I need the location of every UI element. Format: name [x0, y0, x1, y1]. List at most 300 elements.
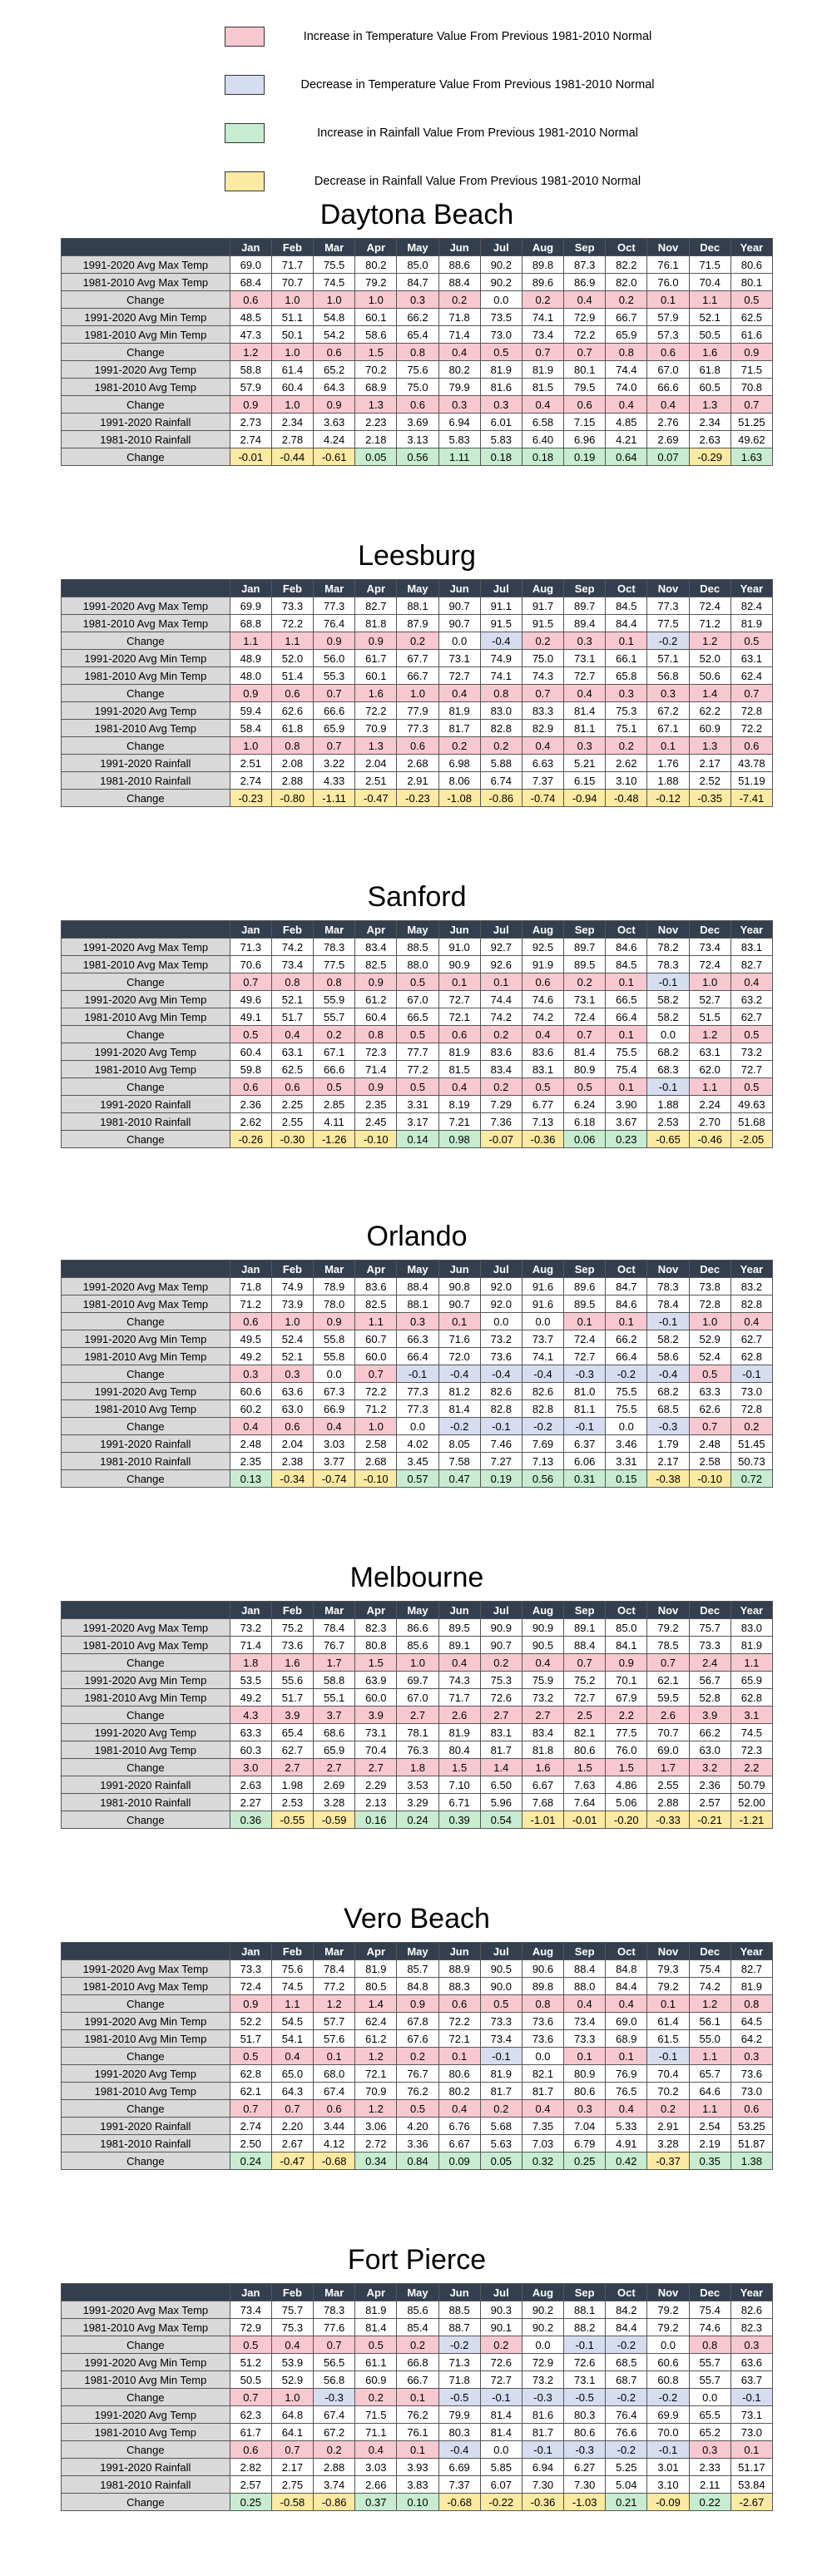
- row-label: 1991-2020 Avg Max Temp: [62, 939, 230, 956]
- table-cell: 66.6: [314, 1061, 355, 1078]
- row-label: Change: [62, 2441, 230, 2459]
- table-cell: 43.78: [730, 755, 772, 772]
- table-cell: 2.13: [355, 1794, 397, 1811]
- change-row: [62, 1418, 773, 1435]
- table-cell: 1.6: [271, 1654, 313, 1672]
- table-cell: 3.90: [606, 1096, 647, 1113]
- row-label: 1981-2010 Rainfall: [62, 772, 230, 790]
- table-cell: 82.8: [522, 1400, 563, 1418]
- table-cell: -0.68: [314, 2152, 355, 2170]
- column-header: Aug: [522, 1261, 563, 1278]
- table-cell: 1.0: [397, 685, 438, 702]
- table-cell: 1.0: [355, 1418, 397, 1435]
- column-header: Apr: [355, 239, 397, 256]
- table-cell: 2.33: [689, 2459, 730, 2476]
- table-cell: 7.15: [564, 414, 606, 431]
- column-header: Aug: [522, 921, 563, 939]
- table-cell: 75.5: [606, 1043, 647, 1061]
- row-label: Change: [62, 1470, 230, 1488]
- climate-table: [61, 1942, 773, 2170]
- table-cell: 71.5: [689, 256, 730, 274]
- table-cell: 0.8: [271, 973, 313, 991]
- table-cell: 67.9: [606, 1689, 647, 1707]
- table-cell: 90.9: [438, 956, 480, 973]
- table-row: [62, 2118, 773, 2135]
- city-section: [61, 1554, 773, 1829]
- table-cell: 0.8: [397, 344, 438, 361]
- table-cell: 81.7: [480, 1741, 522, 1759]
- row-label: Change: [62, 790, 230, 807]
- row-label: Change: [62, 291, 230, 309]
- table-cell: 85.7: [397, 1960, 438, 1978]
- table-cell: 6.18: [564, 1113, 606, 1131]
- table-cell: 0.9: [606, 1654, 647, 1672]
- table-cell: 1.2: [689, 632, 730, 650]
- table-cell: 71.4: [438, 326, 480, 344]
- table-cell: 78.4: [314, 1960, 355, 1978]
- table-cell: 66.2: [689, 1724, 730, 1741]
- table-cell: 0.9: [314, 632, 355, 650]
- table-cell: 0.0: [480, 291, 522, 309]
- table-cell: 77.9: [397, 702, 438, 720]
- table-cell: 90.9: [480, 1619, 522, 1637]
- table-row: [62, 2354, 773, 2371]
- column-header: Feb: [271, 239, 313, 256]
- row-label: Change: [62, 2100, 230, 2118]
- climate-table: [61, 579, 773, 807]
- table-cell: 0.1: [647, 1995, 689, 2013]
- climate-table: [61, 1601, 773, 1829]
- table-cell: 75.2: [564, 1672, 606, 1689]
- table-cell: 7.21: [438, 1113, 480, 1131]
- table-cell: -0.2: [647, 632, 689, 650]
- table-cell: 78.0: [314, 1295, 355, 1313]
- table-cell: 2.88: [647, 1794, 689, 1811]
- row-label: Change: [62, 2389, 230, 2406]
- table-cell: 0.3: [730, 2048, 772, 2065]
- table-cell: 71.2: [230, 1295, 271, 1313]
- column-header: May: [397, 2284, 438, 2301]
- table-cell: 1.3: [355, 737, 397, 755]
- table-cell: 74.6: [522, 991, 563, 1008]
- table-cell: 0.7: [271, 2441, 313, 2459]
- table-cell: 0.8: [689, 2336, 730, 2354]
- table-cell: 82.8: [480, 1400, 522, 1418]
- table-cell: 73.1: [355, 1724, 397, 1741]
- table-cell: 1.6: [355, 685, 397, 702]
- table-cell: 2.38: [271, 1453, 313, 1470]
- table-cell: 0.2: [730, 1418, 772, 1435]
- legend-label: Increase in Temperature Value From Previous 1981-2010 Normal: [303, 30, 652, 43]
- table-cell: 52.4: [271, 1330, 313, 1348]
- table-cell: 80.9: [564, 1061, 606, 1078]
- table-cell: 0.4: [438, 1078, 480, 1096]
- table-cell: 92.7: [480, 939, 522, 956]
- table-cell: 89.5: [438, 1619, 480, 1637]
- table-cell: 1.1: [689, 291, 730, 309]
- table-cell: 0.6: [647, 344, 689, 361]
- table-cell: 51.7: [271, 1008, 313, 1026]
- table-cell: 81.4: [480, 2424, 522, 2441]
- table-cell: 2.08: [271, 755, 313, 772]
- table-cell: 65.9: [730, 1672, 772, 1689]
- table-cell: 66.2: [397, 309, 438, 326]
- table-row: [62, 309, 773, 326]
- table-cell: 0.24: [397, 1811, 438, 1829]
- table-cell: 0.5: [689, 1365, 730, 1383]
- table-cell: 78.4: [314, 1619, 355, 1637]
- table-cell: 8.06: [438, 772, 480, 790]
- table-cell: 0.7: [314, 685, 355, 702]
- table-cell: 80.5: [355, 1978, 397, 1995]
- table-cell: 0.1: [314, 2048, 355, 2065]
- table-cell: 0.09: [438, 2152, 480, 2170]
- table-cell: 77.3: [314, 597, 355, 615]
- table-cell: 75.5: [606, 1400, 647, 1418]
- table-cell: 5.63: [480, 2135, 522, 2152]
- table-cell: 51.19: [730, 772, 772, 790]
- table-cell: 48.5: [230, 309, 271, 326]
- table-cell: -0.2: [606, 2389, 647, 2406]
- table-cell: 63.0: [689, 1741, 730, 1759]
- table-cell: 74.0: [606, 379, 647, 396]
- legend-label: Decrease in Temperature Value From Previous 1981-2010 Normal: [300, 78, 655, 92]
- table-cell: 59.4: [230, 702, 271, 720]
- table-cell: 70.4: [355, 1741, 397, 1759]
- table-cell: 57.6: [314, 2030, 355, 2048]
- row-label: 1991-2020 Rainfall: [62, 2459, 230, 2476]
- table-cell: 75.3: [271, 2319, 313, 2336]
- table-cell: 87.9: [397, 615, 438, 632]
- table-cell: 5.33: [606, 2118, 647, 2135]
- table-cell: 4.86: [606, 1776, 647, 1794]
- table-cell: 79.5: [564, 379, 606, 396]
- table-cell: -0.1: [480, 1418, 522, 1435]
- table-cell: 1.5: [606, 1759, 647, 1776]
- table-cell: 73.3: [564, 2030, 606, 2048]
- column-header: Year: [730, 2284, 772, 2301]
- table-cell: 88.0: [397, 956, 438, 973]
- table-cell: 7.30: [522, 2476, 563, 2494]
- row-label: 1991-2020 Avg Max Temp: [62, 1960, 230, 1978]
- table-row: [62, 1096, 773, 1113]
- table-cell: 0.2: [397, 632, 438, 650]
- column-header: Jan: [230, 580, 271, 597]
- table-cell: 1.3: [689, 737, 730, 755]
- city-title: Sanford: [367, 881, 467, 913]
- table-cell: 73.8: [689, 1278, 730, 1295]
- table-cell: 88.4: [564, 1960, 606, 1978]
- table-cell: 2.53: [271, 1794, 313, 1811]
- table-cell: 65.9: [606, 326, 647, 344]
- table-cell: 75.9: [522, 1672, 563, 1689]
- table-cell: 58.8: [230, 361, 271, 379]
- table-cell: 7.37: [522, 772, 563, 790]
- table-cell: 70.2: [647, 2083, 689, 2100]
- table-cell: 89.8: [522, 1978, 563, 1995]
- table-cell: -0.4: [647, 1365, 689, 1383]
- table-cell: 66.1: [606, 650, 647, 667]
- table-cell: 2.62: [606, 755, 647, 772]
- table-cell: 1.5: [438, 1759, 480, 1776]
- table-cell: 0.6: [397, 737, 438, 755]
- table-cell: 2.55: [271, 1113, 313, 1131]
- table-cell: 77.6: [314, 2319, 355, 2336]
- table-cell: 76.7: [314, 1637, 355, 1654]
- table-cell: 81.6: [480, 379, 522, 396]
- table-cell: 70.7: [271, 274, 313, 291]
- table-row: [62, 1008, 773, 1026]
- table-cell: 3.10: [606, 772, 647, 790]
- table-cell: 85.0: [397, 256, 438, 274]
- table-cell: 91.9: [522, 956, 563, 973]
- table-cell: 72.1: [438, 1008, 480, 1026]
- table-cell: -0.1: [647, 2048, 689, 2065]
- column-header: Oct: [606, 1261, 647, 1278]
- table-cell: 60.8: [647, 2371, 689, 2389]
- table-cell: 0.3: [480, 396, 522, 414]
- row-label: 1991-2020 Avg Temp: [62, 361, 230, 379]
- table-row: [62, 1383, 773, 1400]
- row-label: 1981-2010 Avg Max Temp: [62, 615, 230, 632]
- table-cell: 0.4: [730, 973, 772, 991]
- column-header: Apr: [355, 1602, 397, 1619]
- table-cell: 2.36: [689, 1776, 730, 1794]
- table-cell: 73.3: [230, 1960, 271, 1978]
- table-row: [62, 702, 773, 720]
- table-cell: -0.2: [606, 2441, 647, 2459]
- table-cell: 76.2: [397, 2406, 438, 2424]
- column-header: Nov: [647, 921, 689, 939]
- table-cell: 82.7: [355, 597, 397, 615]
- table-cell: 89.7: [564, 939, 606, 956]
- city-section: [61, 1213, 773, 1488]
- column-header: Sep: [564, 580, 606, 597]
- table-cell: 72.9: [522, 2354, 563, 2371]
- table-cell: 62.4: [730, 667, 772, 685]
- table-cell: 0.7: [689, 1418, 730, 1435]
- table-cell: 84.2: [606, 2301, 647, 2319]
- table-cell: 0.05: [480, 2152, 522, 2170]
- table-cell: 0.34: [355, 2152, 397, 2170]
- legend-swatch: [225, 75, 265, 95]
- table-cell: -0.80: [271, 790, 313, 807]
- table-cell: 83.4: [480, 1061, 522, 1078]
- column-header: Jun: [438, 1261, 480, 1278]
- table-cell: 73.0: [730, 2424, 772, 2441]
- table-cell: 88.3: [438, 1978, 480, 1995]
- column-header: Year: [730, 1261, 772, 1278]
- table-cell: 0.9: [230, 396, 271, 414]
- table-cell: 2.57: [689, 1794, 730, 1811]
- table-cell: 3.63: [314, 414, 355, 431]
- table-cell: -0.55: [271, 1811, 313, 1829]
- row-label: 1981-2010 Avg Max Temp: [62, 1637, 230, 1654]
- row-label: Change: [62, 2336, 230, 2354]
- column-header: Nov: [647, 1602, 689, 1619]
- column-header: Sep: [564, 2284, 606, 2301]
- table-cell: 64.1: [271, 2424, 313, 2441]
- legend-swatch: [225, 123, 265, 143]
- table-cell: 0.2: [480, 2100, 522, 2118]
- table-cell: 2.73: [230, 414, 271, 431]
- table-cell: 66.5: [397, 1008, 438, 1026]
- table-cell: 83.1: [480, 1724, 522, 1741]
- table-cell: 74.2: [271, 939, 313, 956]
- table-cell: 0.5: [355, 2336, 397, 2354]
- table-cell: 2.74: [230, 772, 271, 790]
- table-cell: 66.7: [397, 667, 438, 685]
- column-header: Mar: [314, 1602, 355, 1619]
- table-cell: 0.1: [730, 2441, 772, 2459]
- table-cell: 75.5: [314, 256, 355, 274]
- table-cell: 0.2: [647, 2100, 689, 2118]
- table-cell: -0.35: [689, 790, 730, 807]
- table-cell: -0.4: [438, 2441, 480, 2459]
- table-cell: 84.7: [397, 274, 438, 291]
- table-cell: 0.9: [230, 685, 271, 702]
- table-cell: 0.3: [564, 2100, 606, 2118]
- column-header: Year: [730, 239, 772, 256]
- table-cell: 0.8: [271, 737, 313, 755]
- table-row: [62, 1978, 773, 1995]
- table-cell: 3.03: [355, 2459, 397, 2476]
- table-cell: 56.0: [314, 650, 355, 667]
- table-cell: 0.0: [647, 2336, 689, 2354]
- table-cell: 92.0: [480, 1278, 522, 1295]
- table-cell: 0.4: [522, 1654, 563, 1672]
- table-cell: 0.4: [522, 737, 563, 755]
- table-cell: 73.4: [480, 2030, 522, 2048]
- table-cell: 75.7: [271, 2301, 313, 2319]
- table-cell: 73.1: [730, 2406, 772, 2424]
- table-cell: 73.4: [230, 2301, 271, 2319]
- city-section: [61, 2237, 773, 2511]
- table-cell: -0.37: [647, 2152, 689, 2170]
- table-cell: 82.6: [730, 2301, 772, 2319]
- table-cell: -0.1: [397, 1365, 438, 1383]
- table-cell: 82.3: [355, 1619, 397, 1637]
- table-cell: 0.1: [606, 1026, 647, 1043]
- table-cell: 0.19: [480, 1470, 522, 1488]
- table-cell: 60.3: [230, 1741, 271, 1759]
- table-cell: 0.3: [271, 1365, 313, 1383]
- table-cell: 0.1: [647, 291, 689, 309]
- change-row: [62, 344, 773, 361]
- row-label: Change: [62, 2048, 230, 2065]
- table-row: [62, 1776, 773, 1794]
- column-header: Aug: [522, 580, 563, 597]
- table-cell: 90.1: [480, 2319, 522, 2336]
- table-cell: 0.2: [397, 2048, 438, 2065]
- table-cell: 80.6: [564, 2083, 606, 2100]
- table-cell: 0.18: [522, 448, 563, 466]
- column-header: May: [397, 1602, 438, 1619]
- table-cell: -0.5: [438, 2389, 480, 2406]
- table-cell: 73.6: [271, 1637, 313, 1654]
- table-cell: -0.36: [522, 1131, 563, 1148]
- table-cell: 3.77: [314, 1453, 355, 1470]
- table-cell: 1.2: [689, 1026, 730, 1043]
- table-row: [62, 2083, 773, 2100]
- table-cell: 0.2: [397, 2336, 438, 2354]
- column-header: Jul: [480, 2284, 522, 2301]
- row-label: 1981-2010 Avg Temp: [62, 1741, 230, 1759]
- table-cell: 77.3: [397, 1400, 438, 1418]
- table-cell: 67.7: [397, 650, 438, 667]
- table-cell: 0.1: [647, 737, 689, 755]
- table-cell: 1.2: [314, 1995, 355, 2013]
- row-label: 1991-2020 Avg Min Temp: [62, 1672, 230, 1689]
- table-cell: 87.3: [564, 256, 606, 274]
- table-cell: 70.1: [606, 1672, 647, 1689]
- row-label: 1991-2020 Avg Min Temp: [62, 2013, 230, 2030]
- table-cell: 82.6: [522, 1383, 563, 1400]
- column-header: Jun: [438, 1602, 480, 1619]
- table-cell: 0.5: [397, 1078, 438, 1096]
- table-cell: 82.7: [730, 956, 772, 973]
- table-cell: 0.35: [689, 2152, 730, 2170]
- table-cell: 52.2: [230, 2013, 271, 2030]
- table-cell: 1.5: [564, 1759, 606, 1776]
- table-cell: 53.25: [730, 2118, 772, 2135]
- table-cell: 3.44: [314, 2118, 355, 2135]
- table-cell: 2.69: [647, 431, 689, 448]
- table-cell: 73.9: [271, 1295, 313, 1313]
- table-cell: 80.6: [730, 256, 772, 274]
- table-cell: 0.2: [314, 2441, 355, 2459]
- row-label: Change: [62, 632, 230, 650]
- table-cell: 66.4: [606, 1348, 647, 1365]
- table-cell: 2.45: [355, 1113, 397, 1131]
- table-cell: 88.5: [397, 939, 438, 956]
- table-cell: 80.6: [564, 1741, 606, 1759]
- table-cell: 1.1: [689, 2100, 730, 2118]
- table-cell: -0.1: [647, 973, 689, 991]
- table-cell: 0.6: [271, 1418, 313, 1435]
- table-cell: 0.37: [355, 2494, 397, 2511]
- row-label: Change: [62, 1418, 230, 1435]
- table-cell: 58.2: [647, 991, 689, 1008]
- table-cell: 7.10: [438, 1776, 480, 1794]
- row-label: 1991-2020 Rainfall: [62, 2118, 230, 2135]
- table-cell: 7.03: [522, 2135, 563, 2152]
- table-cell: 4.24: [314, 431, 355, 448]
- table-cell: 2.85: [314, 1096, 355, 1113]
- column-header: Jan: [230, 2284, 271, 2301]
- table-cell: 1.38: [730, 2152, 772, 2170]
- table-cell: -0.59: [314, 1811, 355, 1829]
- city-title: Melbourne: [349, 1562, 484, 1593]
- table-cell: 0.3: [689, 2441, 730, 2459]
- table-row: [62, 1400, 773, 1418]
- row-label: 1991-2020 Avg Min Temp: [62, 2354, 230, 2371]
- table-cell: 0.7: [230, 2100, 271, 2118]
- table-cell: 75.0: [522, 650, 563, 667]
- table-cell: 2.54: [689, 2118, 730, 2135]
- table-cell: 72.8: [730, 1400, 772, 1418]
- table-cell: 0.25: [230, 2494, 271, 2511]
- table-cell: 0.7: [647, 1654, 689, 1672]
- table-cell: 5.83: [480, 431, 522, 448]
- table-cell: 65.5: [689, 2406, 730, 2424]
- table-cell: 89.7: [564, 597, 606, 615]
- table-cell: 0.4: [606, 1995, 647, 2013]
- table-cell: 68.5: [647, 1400, 689, 1418]
- table-cell: 66.9: [314, 1400, 355, 1418]
- table-cell: 88.9: [438, 1960, 480, 1978]
- table-cell: 84.4: [606, 1978, 647, 1995]
